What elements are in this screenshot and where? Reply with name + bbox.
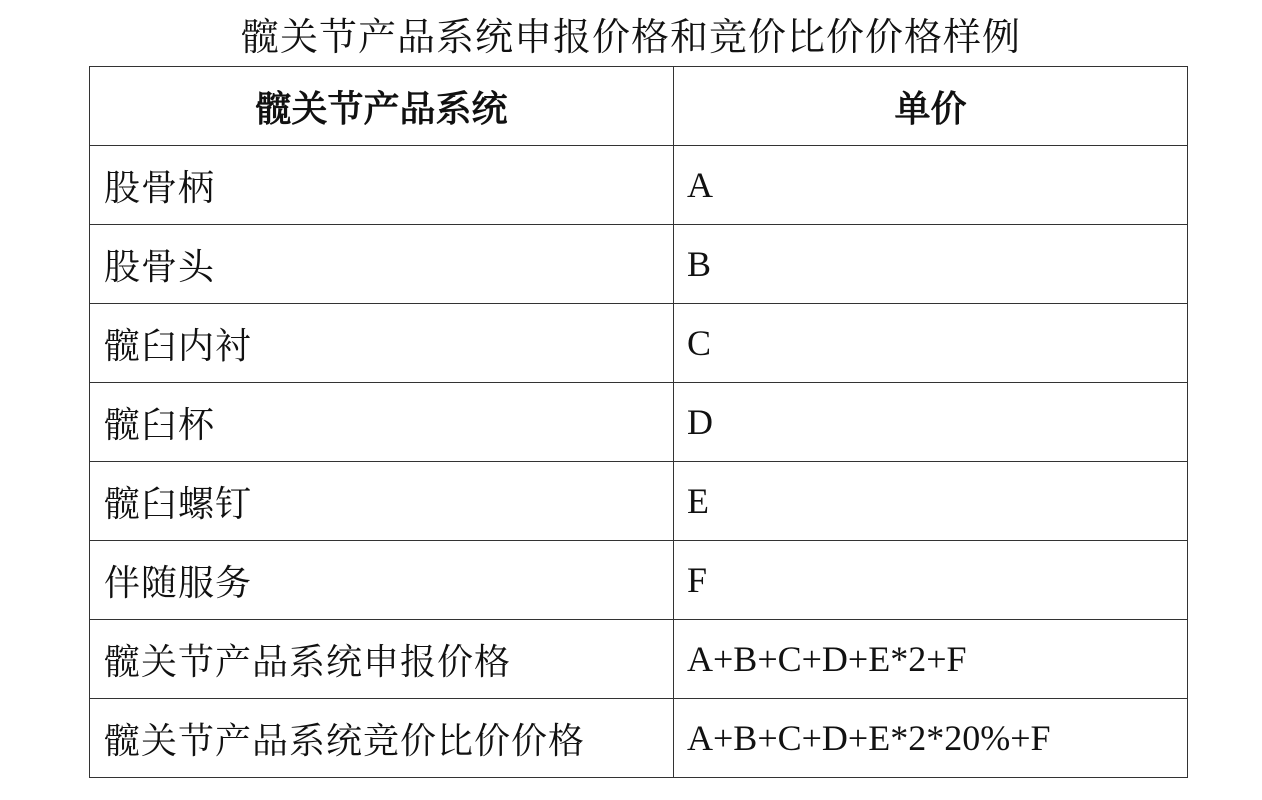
column-header-unit-price: 单价 <box>674 67 1188 146</box>
table-row <box>90 146 1188 225</box>
declared-price-formula-cell: A+B+C+D+E*2+F <box>674 620 1188 699</box>
table-row <box>90 225 1188 304</box>
unit-price-cell: E <box>674 462 1188 541</box>
unit-price-cell: D <box>674 383 1188 462</box>
unit-price-cell: C <box>674 304 1188 383</box>
bidding-price-formula-cell: A+B+C+D+E*2*20%+F <box>674 699 1188 778</box>
price-table <box>89 66 1188 778</box>
document-title: 髋关节产品系统申报价格和竞价比价价格样例 <box>240 15 1021 59</box>
product-name-cell: 髋臼杯 <box>90 383 674 462</box>
unit-price-cell: F <box>674 541 1188 620</box>
product-name-cell: 伴随服务 <box>90 541 674 620</box>
declared-price-label-cell: 髋关节产品系统申报价格 <box>90 620 674 699</box>
product-name-cell: 股骨头 <box>90 225 674 304</box>
bidding-price-label-cell: 髋关节产品系统竞价比价价格 <box>90 699 674 778</box>
product-name-cell: 髋臼内衬 <box>90 304 674 383</box>
table-row <box>90 541 1188 620</box>
table-row <box>90 383 1188 462</box>
table-header-row <box>90 67 1188 146</box>
unit-price-cell: B <box>674 225 1188 304</box>
table-row <box>90 699 1188 778</box>
product-name-cell: 股骨柄 <box>90 146 674 225</box>
table-row <box>90 462 1188 541</box>
unit-price-cell: A <box>674 146 1188 225</box>
table-row <box>90 620 1188 699</box>
column-header-product-system: 髋关节产品系统 <box>90 67 674 146</box>
product-name-cell: 髋臼螺钉 <box>90 462 674 541</box>
table-row <box>90 304 1188 383</box>
